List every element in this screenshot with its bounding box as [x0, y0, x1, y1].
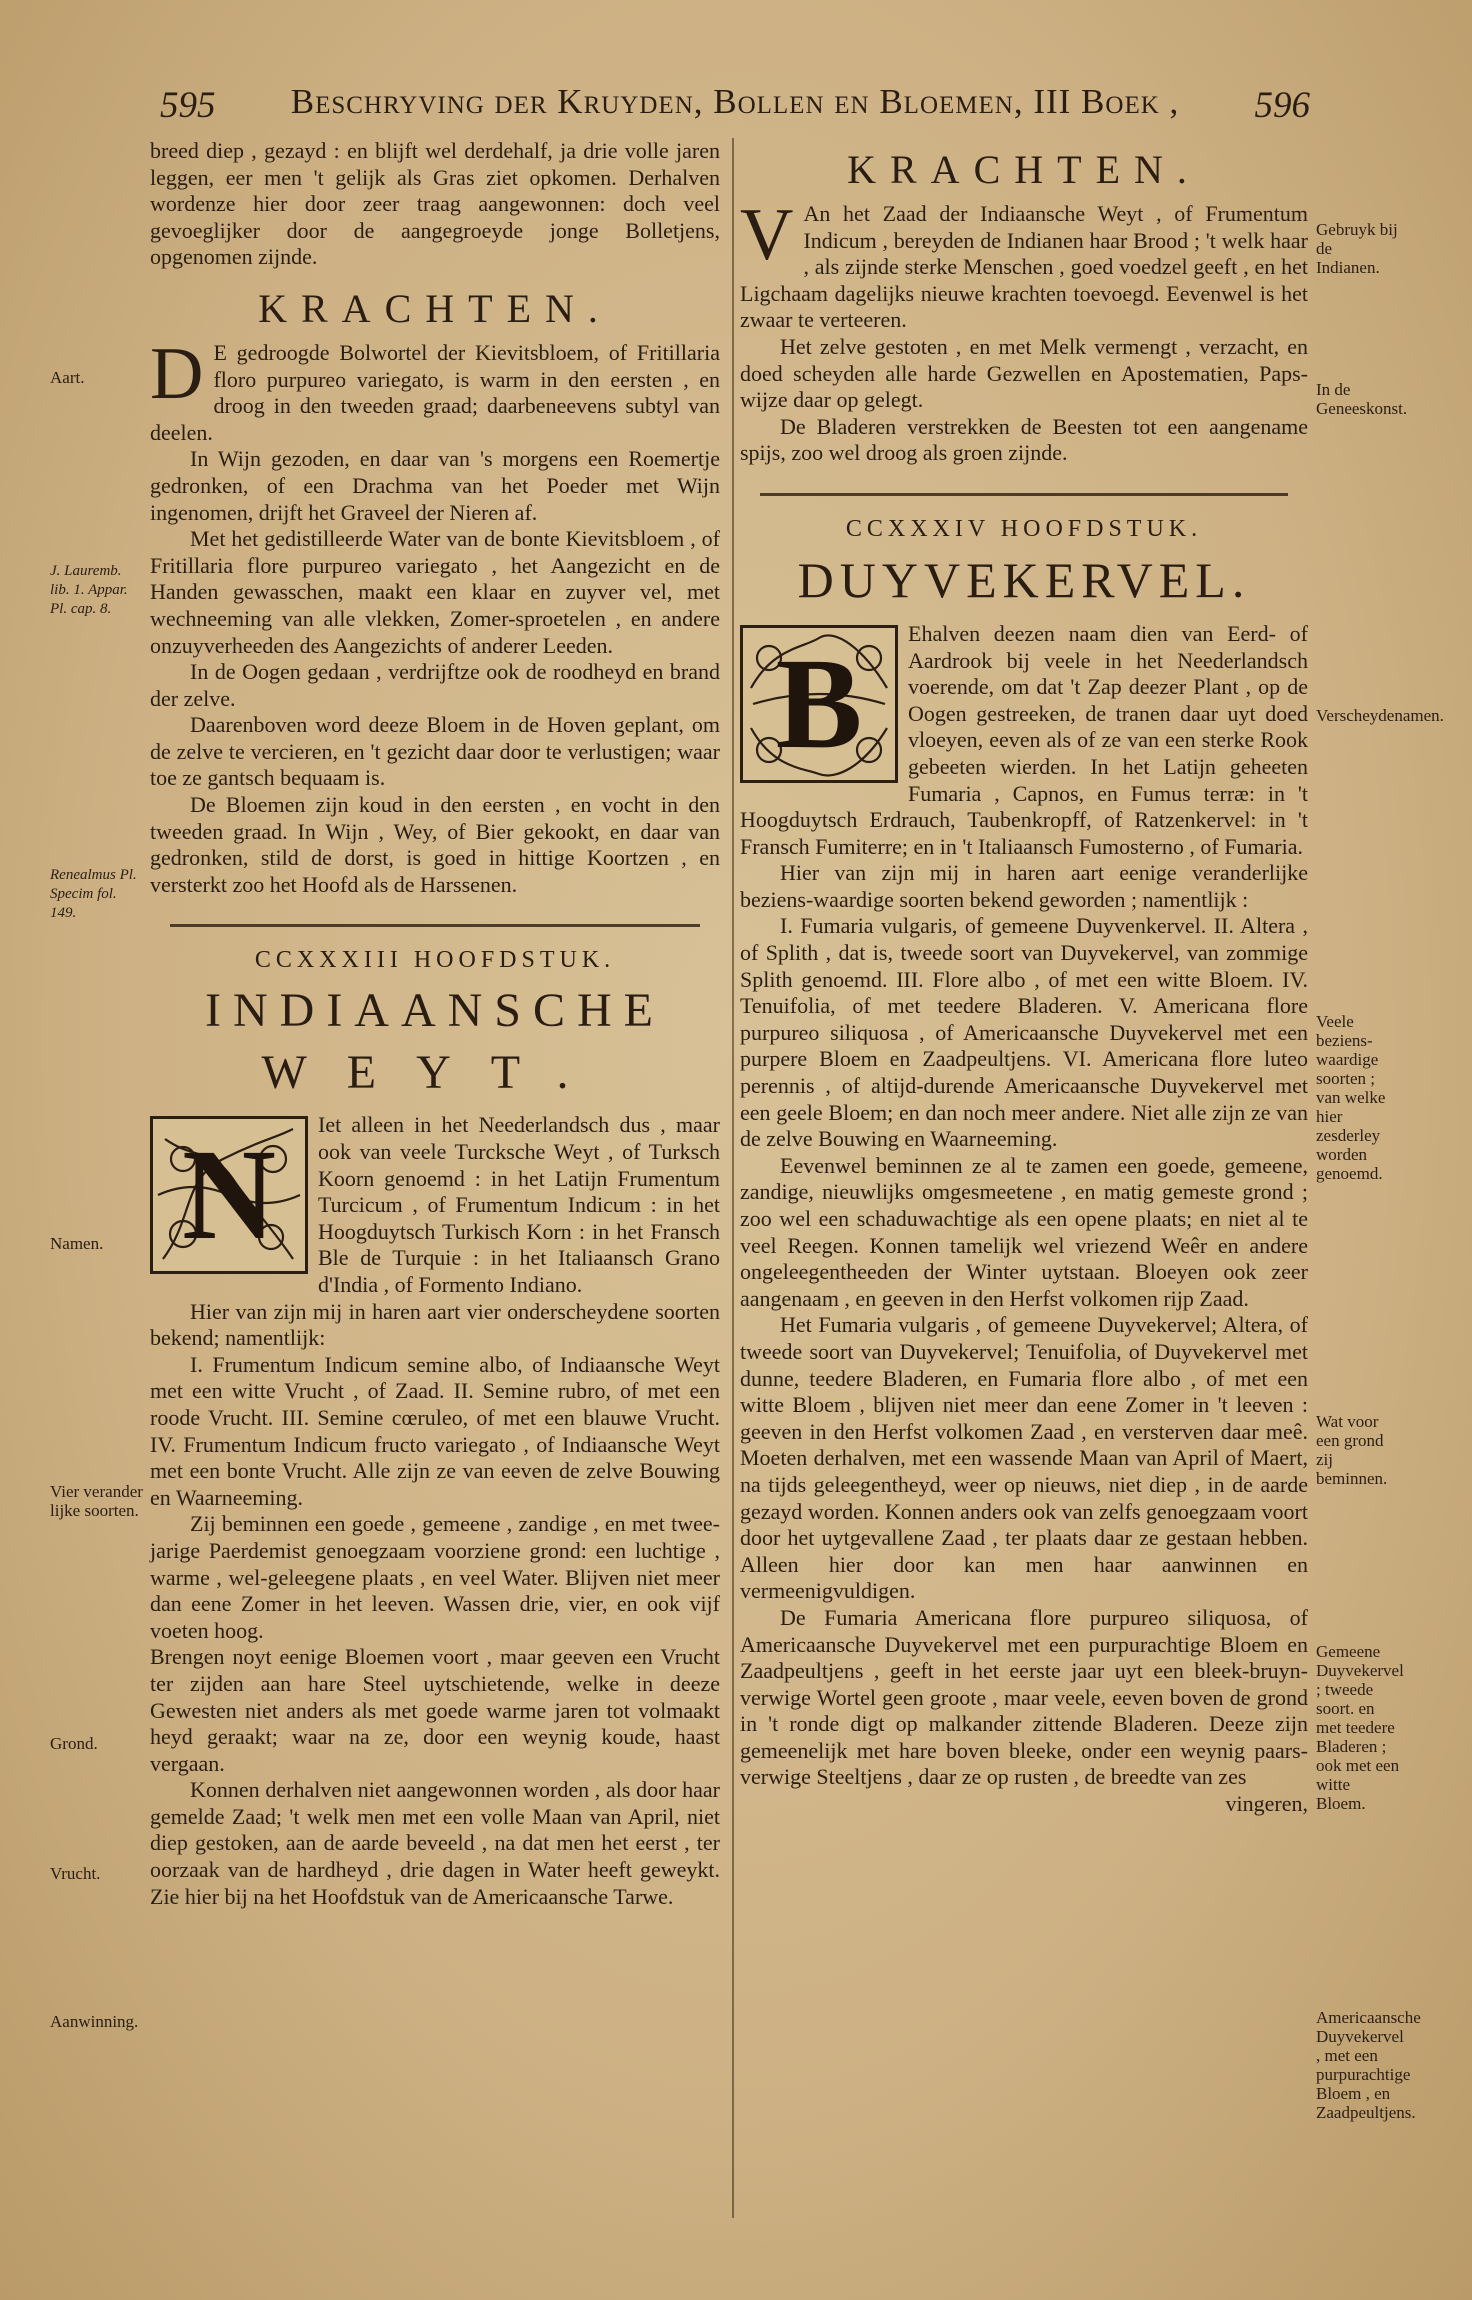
paragraph-aanwinning: Konnen derhalven niet aangewonnen worden , als door haar gemelde Zaad; 't welk men met een volle Maan van April, niet diep gestoken, aan de aarde beveeld , na dat men het eerst , ter oorzaak van de hardheyd , drie dagen in Water heeft geweykt. Zie hier bij na het Hoofdstuk van de Americaansche Tarwe. — [150, 1777, 720, 1909]
paragraph-grond: Zij beminnen een goede , gemeene , zandige , en met twee-jarige Paerdemist genoegzaam voorziene grond: een luchtige , warme , wel-geleegene plaats , en veel Water. Blijven niet meer dan eene Zomer in het leeven. Wassen drie, vier, en ook vijf voeten hoog. — [150, 1511, 720, 1643]
margin-note-soorten-right: Veele beziens-waardige soorten ; van welke hier zesderley worden genoemd. — [1316, 1012, 1386, 1183]
running-title: Beschryving der Kruyden, Bollen en Bloemen, III Boek , — [290, 82, 1180, 121]
margin-note-aart: Aart. — [50, 368, 85, 387]
paragraph-kievitsbloem-5: Daarenboven word deeze Bloem in de Hoven geplant, om de zelve te vercieren, en 't gezicht daar door te verlustigen; waar toe ze gantsch bequaam is. — [150, 712, 720, 791]
paragraph-indiaansche-weyt-3: De Bladeren verstrekken de Beesten tot een aangename spijs, zoo wel droog als groen zijnde. — [740, 413, 1308, 466]
paragraph-kievitsbloem-4: In de Oogen gedaan , verdrijftze ook de roodheyd en brand der zelve. — [150, 659, 720, 711]
margin-note-namen: Namen. — [50, 1234, 104, 1253]
margin-note-gebruyk: Gebruyk bij de Indianen. — [1316, 220, 1398, 277]
page-header — [160, 82, 1310, 138]
paragraph-frumentum: I. Frumentum Indicum semine albo, of Indiaansche Weyt met een witte Vrucht , of Zaad. II. Semine rubro, of met een roode Vrucht. III. Semine cœruleo, of met een blauwe Vrucht. IV. Frumentum Indicum fructo variegato , of Indiaansche Weyt met een bonte Vrucht. Alle zijn ze van eeven de zelve Bouwing en Waarneeming. — [150, 1351, 720, 1510]
column-divider — [732, 138, 734, 2218]
paragraph-kievitsbloem-2: In Wijn gezoden, en daar van 's morgens een Roemertje gedronken, of een Drachma van het Poeder met Wijn ingenomen, drijft het Graveel der Nieren af. — [150, 446, 720, 525]
paragraph-gemeene: Het Fumaria vulgaris , of gemeene Duyvekervel; Altera, of tweede soort van Duyvekervel; Tenuifolia, of Duyvekervel met dunne, teedere Bladeren, en Fumaria flore albo , of met een witte Bloem , blijven niet meer dan eene Zomer in 't leeven : geeven in den Herfst volkomen Zaad , en versterven daar meê. Moeten derhalven, met een wassende Maan van April of Maert, na tijds geleegentheyd, weer op nieuws, niet diep , in de aarde gezayd worden. Konnen anders ook van zelfs genoegzaam voort door het uytgevallene Zaad , ter plaats daar ze gestaan hebben. Alleen hier door kan men haar aanwinnen en vermeenigvuldigen. — [740, 1312, 1308, 1604]
paragraph-kievitsbloem-1 — [150, 332, 720, 446]
margin-note-grond: Grond. — [50, 1734, 98, 1753]
ornate-initial-b — [740, 625, 898, 783]
left-column — [150, 138, 720, 1910]
section-heading-krachten-right: KRACHTEN. — [847, 147, 1201, 192]
paragraph-text: An het Zaad der Indiaansche Weyt , of Frumentum Indicum , bereyden de Indianen haar Brood ; 't welk haar , als zijnde sterke Menschen , goed voedzel geeft , en het Ligchaam dagelijks nieuwe krachten toevoegd. Eevenwel is het zwaar te verteeren. — [740, 201, 1308, 333]
margin-note-reference-renealmus: Renealmus Pl. Specim fol. 149. — [50, 867, 137, 921]
drop-cap-v: V — [740, 194, 794, 276]
chapter-number-right: CCXXXIV HOOFDSTUK. — [845, 515, 1203, 542]
section-rule-right — [760, 493, 1288, 496]
paragraph-vrucht: Brengen noyt eenige Bloemen voort , maar geeven een Vrucht ter zijden aan hare Steel uytschietende, welke in deeze Gewesten niet anders als met goede warme jaren tot volmaakt heyd geraakt; waar na ze, door een weynig koude, haast vergaan. — [150, 1644, 720, 1776]
margin-note-soorten: Vier verander lijke soorten. — [50, 1482, 143, 1520]
paragraph-soorten: Hier van zijn mij in haren aart vier onderscheydene soorten bekend; namentlijk: — [150, 1298, 720, 1351]
paragraph-duyvekervel-names — [740, 621, 1308, 860]
margin-note-reference-laurembergius: J. Lauremb. lib. 1. Appar. Pl. cap. 8. — [50, 563, 128, 617]
right-column — [740, 138, 1308, 1818]
paragraph-kievitsbloem-6: De Bloemen zijn koud in den eersten , en vocht in den tweeden graad. In Wijn , Wey, of Bier gekookt, en daar van gedronken, stild de dorst, is goed in hittige Koortzen , en versterkt zoo het Hoofd als de Harssenen. — [150, 792, 720, 897]
chapter-title-line-1: INDIAANSCHE — [205, 984, 665, 1038]
paragraph-names — [150, 1112, 720, 1298]
margin-note-grond-right: Wat voor een grond zij beminnen. — [1316, 1412, 1388, 1488]
section-rule — [170, 924, 700, 927]
margin-note-americaansche: Americaansche Duyvekervel , met een purpurachtige Bloem , en Zaadpeultjens. — [1316, 2008, 1421, 2122]
paragraph-indiaansche-weyt-2: Het zelve gestoten , en met Melk vermengt , verzacht, en doed scheyden alle harde Gezwellen en Apostematien, Paps-wijze daar op gelegt. — [740, 333, 1308, 413]
margin-note-namen-right: Verscheydenamen. — [1316, 706, 1444, 725]
margin-note-aanwinning: Aanwinning. — [50, 2012, 139, 2031]
paragraph-americaansche: De Fumaria Americana flore purpureo siliquosa, of Americaansche Duyvekervel met een purpurachtige Bloem en Zaadpeultjens , geeft in het eerste jaar uyt een bleek-bruyn-verwige Wortel geen groote , maar veele, eeven boven de grond in 't ronde digt op malkander zittende Bladeren. Deeze zijn gemeenelijk met hare boven bleeke, onder een weynig paars-verwige Steeltjens , daar ze op rusten , de breedte van zes — [740, 1604, 1308, 1790]
ornate-letter: B — [775, 631, 863, 776]
margin-note-geneeskonst: In de Geneeskonst. — [1316, 380, 1408, 418]
chapter-title-duyvekervel: DUYVEKERVEL. — [797, 551, 1251, 608]
paragraph-text: E gedroogde Bolwortel der Kievitsbloem, of Fritillaria floro purpureo variegato, is warm in den eersten , en droog in den tweeden graad; daarbeneevens subtyl van deelen. — [150, 339, 720, 445]
chapter-number: CCXXXIII HOOFDSTUK. — [254, 947, 616, 974]
drop-cap-d: D — [150, 332, 204, 415]
paragraph-fumaria-list: I. Fumaria vulgaris, of gemeene Duyvenkervel. II. Altera , of Splith , dat is, tweede soort van Duyvekervel, van zommige Splith genoemd. III. Flore albo , of met een witte Bloem. IV. Tenuifolia, of met teedere Bladeren. V. Americana flore purpureo siliquosa , of Americaansche Duyvekervel met een purpere Bloem en Zaadpeultjens. VI. Americana flore luteo perennis , of altijd-durende Americaansche Duyvekervel met een geele Bloem; en dan noch meer andere. Niet alle zijn ze van de zelve Bouwing en Waarneeming. — [740, 913, 1308, 1152]
paragraph-kievitsbloem-3: Met het gedistilleerde Water van de bonte Kievitsbloem , of Fritillaria flore purpureo variegato , het Aangezicht en de Handen gewasschen, maakt een klaar en zuyver vel, met wechneeming van alle vlekken, Zomer-sproetelen , en andere onzuyverheeden des Aangezichts of anderer Leeden. — [150, 526, 720, 658]
ornate-initial-n — [150, 1116, 308, 1274]
page-number-right: 596 — [1254, 85, 1310, 126]
margin-note-gemeene: Gemeene Duyvekervel ; tweede soort. en met teedere Bladeren ; ook met een witte Bloem. — [1316, 1642, 1404, 1813]
chapter-title-line-2: WEYT. — [261, 1046, 609, 1100]
margin-note-vrucht: Vrucht. — [50, 1864, 101, 1883]
paragraph-soorten-right: Hier van zijn mij in haren aart eenige veranderlijke beziens-waardige soorten bekend geworden ; namentlijk : — [740, 860, 1308, 912]
paragraph-indiaansche-weyt-1 — [740, 194, 1308, 334]
intro-paragraph: breed diep , gezayd : en blijft wel derdehalf, ja drie volle jaren leggen, eer men 't gelijk als Gras ziet opkomen. Derhalven wordenze hier door zeer traag aangewonnen: doch veel gevoeglijker door de aangegroeyde jonge Bolletjens, opgenomen zijnde. — [150, 138, 720, 270]
paragraph-text: Ehalven deezen naam dien van Eerd- of Aardrook bij veele in het Neederlandsch voerende, om dat 't Zap deezer Plant , op de Oogen gestreeken, de tranen daar uyt doed vloeyen, eeven als of ze van een sterke Rook gebeeten wierden. In het Latijn geheeten Fumaria , Capnos, en Fumus terræ: in 't Hoogduytsch Erdrauch, Taubenkropff, of Ratzenkervel: in 't Fransch Fumiterre; en in 't Italiaansch Fumosterno , of Fumaria. — [740, 620, 1308, 859]
paragraph-text: Iet alleen in het Neederlandsch dus , maar ook van veele Turcksche Weyt , of Turksch Koorn genoemd : in het Latijn Frumentum Turcicum , of Frumentum Indicum : in het Hoogduytsch Turkisch Korn : in het Fransch Ble de Turquie : in het Italiaansch Grano d'India , of Formento Indiano. — [318, 1112, 720, 1297]
ornate-letter: N — [182, 1123, 276, 1268]
page-number-left: 595 — [160, 85, 216, 126]
catchword: vingeren, — [1225, 1791, 1308, 1817]
paragraph-grond-right: Eevenwel beminnen ze al te zamen een goede, gemeene, zandige, nieuwlijks omgesmeetene , en matig gemeste grond ; zoo wel een schaduwachtige als een opene plaats; en niet al te veel Reegen. Konnen tamelijk wel vriezend Weêr en andere ongeleegentheeden der Winter uytstaan. Bloeyen ook zeer aangenaam , en geeven in den Herfst volkomen rijp Zaad. — [740, 1152, 1308, 1311]
section-heading-krachten: KRACHTEN. — [258, 285, 612, 331]
